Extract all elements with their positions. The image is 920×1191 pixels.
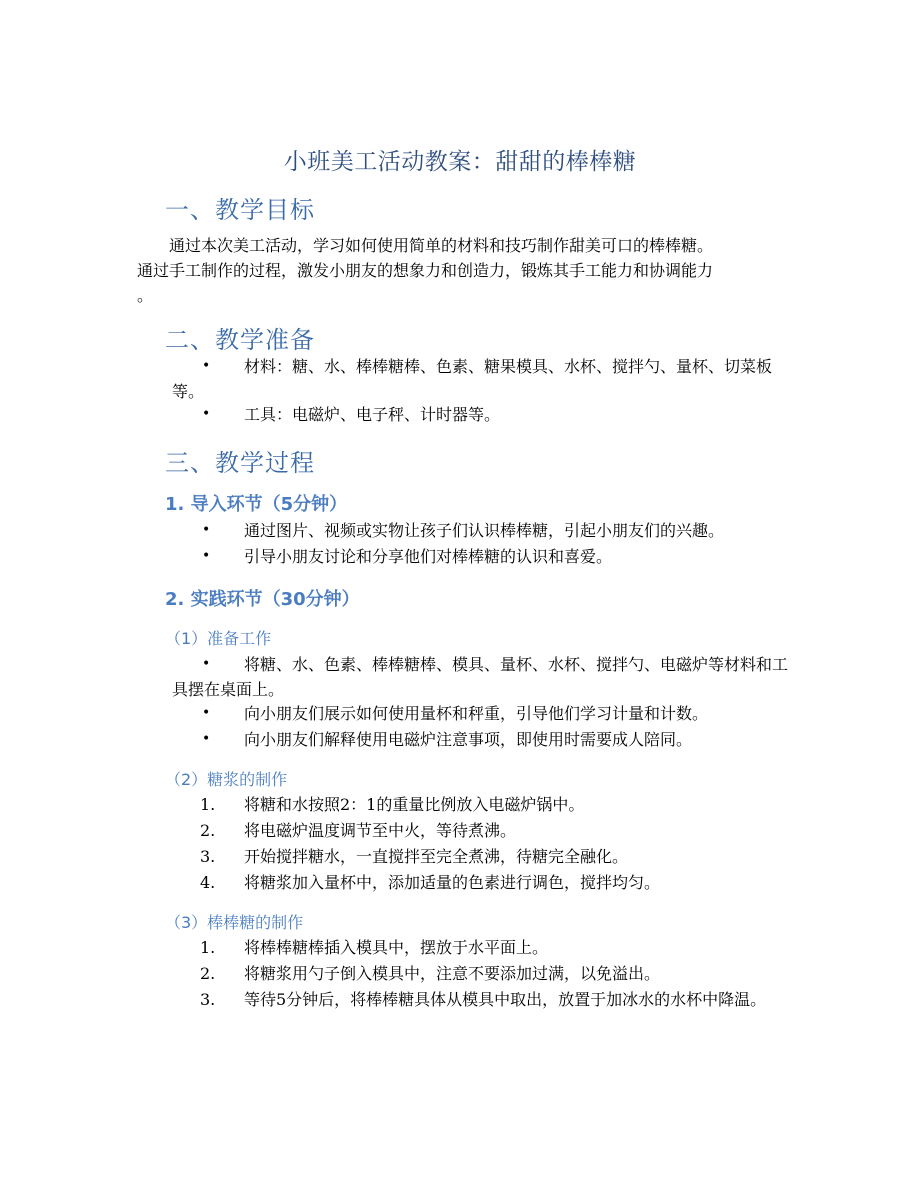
subsection-heading-intro: 1. 导入环节（5分钟） — [165, 494, 348, 515]
list-item — [172, 844, 792, 869]
list-item-text: 将糖和水按照2：1的重量比例放入电磁炉锅中。 — [244, 795, 585, 814]
part-heading-syrup: （2）糖浆的制作 — [165, 770, 288, 789]
section-heading-process: 三、教学过程 — [165, 449, 315, 477]
list-item-text: 工具：电磁炉、电子秤、计时器等。 — [244, 405, 501, 424]
part-heading-preparation: （1）准备工作 — [165, 629, 272, 648]
objectives-line: 。 — [137, 286, 154, 305]
objectives-line: 通过手工制作的过程，激发小朋友的想象力和创造力，锻炼其手工能力和协调能力 — [137, 261, 714, 280]
list-item-text: 引导小朋友讨论和分享他们对棒棒糖的认识和喜爱。 — [244, 547, 613, 566]
list-item-text: 开始搅拌糖水，一直搅拌至完全煮沸，待糖完全融化。 — [244, 847, 629, 866]
list-item-text: 将糖浆用勺子倒入模具中，注意不要添加过满，以免溢出。 — [244, 964, 661, 983]
list-item — [172, 652, 792, 702]
list-item — [172, 818, 792, 843]
list-item-text: 通过图片、视频或实物让孩子们认识棒棒糖，引起小朋友们的兴趣。 — [244, 521, 725, 540]
number-marker: 2. — [200, 964, 216, 983]
list-item-text: 等待5分钟后，将棒棒糖具体从模具中取出，放置于加冰水的水杯中降温。 — [244, 990, 767, 1009]
list-item — [172, 935, 792, 960]
subsection-heading-practice: 2. 实践环节（30分钟） — [165, 589, 360, 610]
objectives-paragraph — [137, 233, 797, 308]
number-marker: 4. — [200, 873, 216, 892]
number-marker: 3. — [200, 990, 216, 1009]
list-item — [172, 354, 792, 404]
list-item-text: 向小朋友们展示如何使用量杯和秤重，引导他们学习计量和计数。 — [244, 704, 709, 723]
part-heading-lollipop: （3）棒棒糖的制作 — [165, 913, 304, 932]
bullet-marker: • — [202, 731, 211, 747]
bullet-marker: • — [202, 656, 211, 672]
bullet-marker: • — [202, 705, 211, 721]
document-title: 小班美工活动教案：甜甜的棒棒糖 — [283, 149, 637, 175]
list-item — [172, 518, 792, 543]
list-item-text: 材料：糖、水、棒棒糖棒、色素、糖果模具、水杯、搅拌勺、量杯、切菜板等。 — [172, 357, 773, 401]
list-item-text: 将糖、水、色素、棒棒糖棒、模具、量杯、水杯、搅拌勺、电磁炉等材料和工具摆在桌面上。 — [172, 655, 789, 699]
number-marker: 1. — [200, 938, 216, 957]
number-marker: 1. — [200, 795, 216, 814]
list-item — [172, 961, 792, 986]
list-item-text: 将棒棒糖棒插入模具中，摆放于水平面上。 — [244, 938, 549, 957]
bullet-marker: • — [202, 548, 211, 564]
list-item — [172, 402, 792, 427]
bullet-marker: • — [202, 522, 211, 538]
list-item — [172, 792, 792, 817]
section-heading-preparation: 二、教学准备 — [165, 326, 315, 354]
list-item — [172, 544, 792, 569]
section-heading-objectives: 一、教学目标 — [165, 196, 315, 224]
number-marker: 3. — [200, 847, 216, 866]
objectives-line: 通过本次美工活动，学习如何使用简单的材料和技巧制作甜美可口的棒棒糖。 — [169, 236, 714, 255]
list-item — [172, 870, 792, 895]
bullet-marker: • — [202, 406, 211, 422]
list-item-text: 向小朋友们解释使用电磁炉注意事项，即使用时需要成人陪同。 — [244, 730, 693, 749]
list-item — [172, 701, 792, 726]
number-marker: 2. — [200, 821, 216, 840]
list-item — [172, 987, 792, 1012]
list-item-text: 将电磁炉温度调节至中火，等待煮沸。 — [244, 821, 517, 840]
list-item-text: 将糖浆加入量杯中，添加适量的色素进行调色，搅拌均匀。 — [244, 873, 661, 892]
list-item — [172, 727, 792, 752]
bullet-marker: • — [202, 358, 211, 374]
